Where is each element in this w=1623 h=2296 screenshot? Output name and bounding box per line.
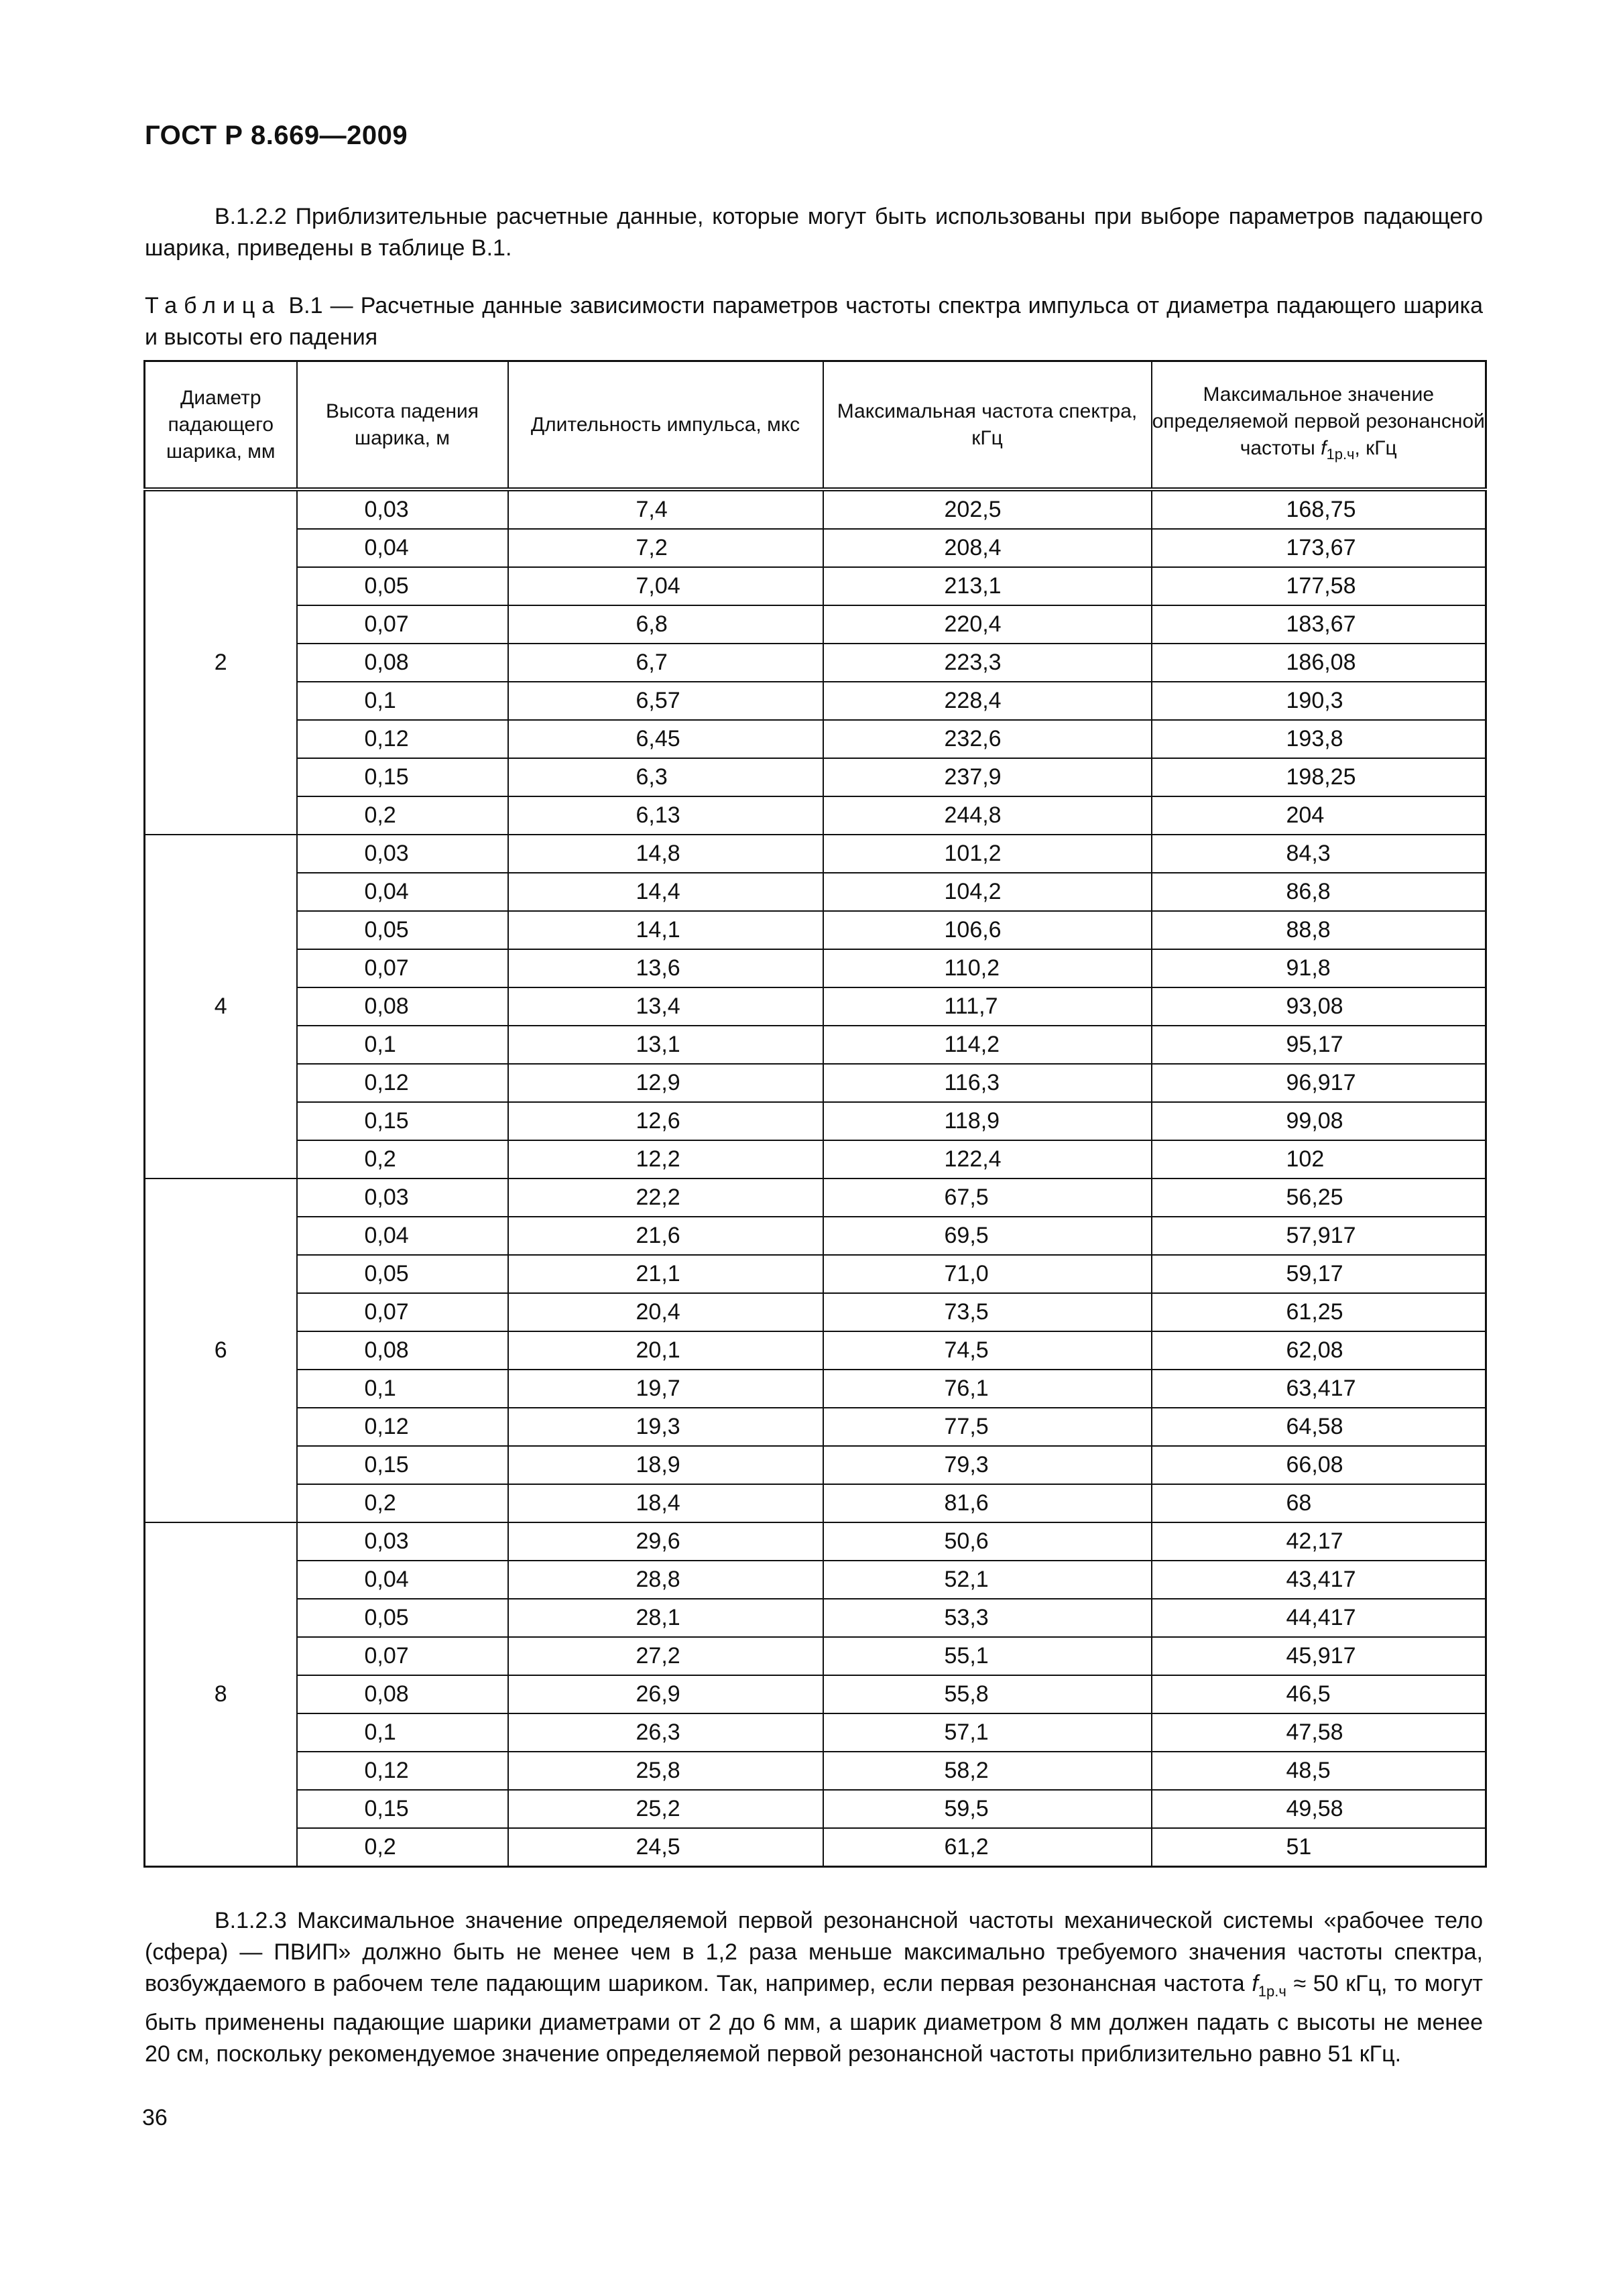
table-cell: 0,05	[297, 567, 508, 605]
table-cell: 114,2	[823, 1026, 1152, 1064]
table-cell: 25,2	[508, 1790, 823, 1828]
table-cell: 77,5	[823, 1408, 1152, 1446]
table-cell: 168,75	[1152, 489, 1486, 529]
table-cell: 0,12	[297, 1408, 508, 1446]
table-cell: 0,05	[297, 911, 508, 949]
table-row	[145, 1408, 1486, 1446]
table-cell: 76,1	[823, 1370, 1152, 1408]
table-cell: 55,1	[823, 1637, 1152, 1675]
table-cell: 22,2	[508, 1179, 823, 1217]
table-row	[145, 1713, 1486, 1752]
table-cell: 6,57	[508, 682, 823, 720]
table-row	[145, 1064, 1486, 1102]
table-cell: 91,8	[1152, 949, 1486, 987]
table-cell: 42,17	[1152, 1522, 1486, 1561]
table-cell: 63,417	[1152, 1370, 1486, 1408]
table-cell: 25,8	[508, 1752, 823, 1790]
table-cell: 0,08	[297, 1331, 508, 1370]
table-row	[145, 796, 1486, 835]
data-table	[143, 360, 1487, 1868]
table-cell: 19,7	[508, 1370, 823, 1408]
table-cell: 6,3	[508, 758, 823, 796]
table-row	[145, 1179, 1486, 1217]
table-row	[145, 1026, 1486, 1064]
table-cell: 198,25	[1152, 758, 1486, 796]
table-cell: 0,15	[297, 1102, 508, 1140]
table-cell: 111,7	[823, 987, 1152, 1026]
table-cell: 0,03	[297, 489, 508, 529]
table-cell: 26,3	[508, 1713, 823, 1752]
table-cell: 0,15	[297, 1446, 508, 1484]
table-cell: 12,6	[508, 1102, 823, 1140]
table-cell: 59,5	[823, 1790, 1152, 1828]
table-caption-number: В.1	[288, 293, 323, 318]
table-cell: 58,2	[823, 1752, 1152, 1790]
table-row	[145, 720, 1486, 758]
table-cell: 28,8	[508, 1561, 823, 1599]
table-cell: 52,1	[823, 1561, 1152, 1599]
table-cell: 51	[1152, 1828, 1486, 1867]
table-cell: 0,12	[297, 1064, 508, 1102]
table-cell: 71,0	[823, 1255, 1152, 1293]
header-height: Высота падения шарика, м	[297, 361, 508, 490]
table-cell: 18,9	[508, 1446, 823, 1484]
table-cell: 67,5	[823, 1179, 1152, 1217]
table-cell: 228,4	[823, 682, 1152, 720]
header-max-freq: Максимальная частота спектра, кГц	[823, 361, 1152, 490]
table-row	[145, 987, 1486, 1026]
table-container	[143, 360, 1485, 1868]
table-cell: 202,5	[823, 489, 1152, 529]
table-row	[145, 529, 1486, 567]
table-cell: 244,8	[823, 796, 1152, 835]
table-cell: 55,8	[823, 1675, 1152, 1713]
table-cell: 0,04	[297, 873, 508, 911]
table-cell: 50,6	[823, 1522, 1152, 1561]
table-cell: 208,4	[823, 529, 1152, 567]
table-cell: 0,07	[297, 1293, 508, 1331]
table-cell: 6,8	[508, 605, 823, 644]
table-row	[145, 949, 1486, 987]
table-cell: 61,2	[823, 1828, 1152, 1867]
table-row	[145, 835, 1486, 873]
table-cell: 96,917	[1152, 1064, 1486, 1102]
table-cell: 79,3	[823, 1446, 1152, 1484]
table-cell: 0,05	[297, 1599, 508, 1637]
table-cell: 204	[1152, 796, 1486, 835]
table-row	[145, 1675, 1486, 1713]
table-cell: 57,917	[1152, 1217, 1486, 1255]
table-cell: 24,5	[508, 1828, 823, 1867]
table-cell: 0,07	[297, 949, 508, 987]
table-cell: 0,05	[297, 1255, 508, 1293]
table-cell: 53,3	[823, 1599, 1152, 1637]
table-cell: 21,6	[508, 1217, 823, 1255]
table-row	[145, 1370, 1486, 1408]
table-cell: 0,2	[297, 1140, 508, 1179]
page-number: 36	[142, 2105, 168, 2130]
table-cell: 232,6	[823, 720, 1152, 758]
table-cell: 0,1	[297, 682, 508, 720]
table-cell: 0,07	[297, 605, 508, 644]
table-cell: 13,4	[508, 987, 823, 1026]
table-cell: 59,17	[1152, 1255, 1486, 1293]
table-cell: 116,3	[823, 1064, 1152, 1102]
table-cell: 45,917	[1152, 1637, 1486, 1675]
table-cell: 0,2	[297, 1828, 508, 1867]
header-duration: Длительность импульса, мкс	[508, 361, 823, 490]
table-row	[145, 1255, 1486, 1293]
table-body	[145, 489, 1486, 1867]
table-cell: 7,2	[508, 529, 823, 567]
table-cell: 0,03	[297, 1522, 508, 1561]
table-row	[145, 567, 1486, 605]
table-cell: 0,04	[297, 1561, 508, 1599]
document-header: ГОСТ Р 8.669—2009	[145, 121, 408, 150]
table-cell: 14,1	[508, 911, 823, 949]
cell-diameter: 4	[145, 835, 297, 1179]
intro-paragraph	[145, 201, 1483, 264]
table-row	[145, 1790, 1486, 1828]
table-cell: 13,1	[508, 1026, 823, 1064]
table-cell: 69,5	[823, 1217, 1152, 1255]
table-cell: 81,6	[823, 1484, 1152, 1522]
table-cell: 6,13	[508, 796, 823, 835]
table-cell: 104,2	[823, 873, 1152, 911]
table-cell: 48,5	[1152, 1752, 1486, 1790]
table-cell: 99,08	[1152, 1102, 1486, 1140]
table-row	[145, 1522, 1486, 1561]
table-row	[145, 1217, 1486, 1255]
table-cell: 62,08	[1152, 1331, 1486, 1370]
table-row	[145, 1293, 1486, 1331]
table-cell: 7,04	[508, 567, 823, 605]
table-cell: 64,58	[1152, 1408, 1486, 1446]
table-cell: 0,08	[297, 1675, 508, 1713]
table-cell: 0,1	[297, 1713, 508, 1752]
table-cell: 0,2	[297, 796, 508, 835]
table-cell: 12,9	[508, 1064, 823, 1102]
table-row	[145, 1484, 1486, 1522]
table-row	[145, 1637, 1486, 1675]
table-cell: 29,6	[508, 1522, 823, 1561]
table-cell: 0,15	[297, 758, 508, 796]
table-cell: 68	[1152, 1484, 1486, 1522]
table-cell: 177,58	[1152, 567, 1486, 605]
table-cell: 86,8	[1152, 873, 1486, 911]
table-cell: 44,417	[1152, 1599, 1486, 1637]
table-cell: 0,1	[297, 1026, 508, 1064]
table-cell: 19,3	[508, 1408, 823, 1446]
table-row	[145, 873, 1486, 911]
cell-diameter: 8	[145, 1522, 297, 1867]
table-cell: 106,6	[823, 911, 1152, 949]
header-diameter: Диаметр падающего шарика, мм	[145, 361, 297, 490]
table-cell: 95,17	[1152, 1026, 1486, 1064]
table-cell: 101,2	[823, 835, 1152, 873]
table-cell: 0,04	[297, 529, 508, 567]
table-cell: 0,04	[297, 1217, 508, 1255]
table-cell: 27,2	[508, 1637, 823, 1675]
table-row	[145, 1331, 1486, 1370]
table-cell: 74,5	[823, 1331, 1152, 1370]
table-cell: 190,3	[1152, 682, 1486, 720]
intro-text: В.1.2.2 Приблизительные расчетные данные, которые могут быть использованы при выборе параметров падающего шарика, приведены в таблице В.1.	[145, 204, 1483, 261]
table-cell: 110,2	[823, 949, 1152, 987]
table-cell: 186,08	[1152, 644, 1486, 682]
table-cell: 0,08	[297, 644, 508, 682]
table-cell: 0,12	[297, 720, 508, 758]
closing-paragraph: В.1.2.3 Максимальное значение определяемой первой резонансной частоты механической системы «рабочее тело (сфера) — ПВИП» должно быть не менее чем в 1,2 раза меньше максимально требуемого значения частоты спектра, возбуждаемого в рабочем теле падающим шариком. Так, например, если первая резонансная частота $f_{1р.ч} \approx 50$ кГц, то могут быть применены падающие шарики диаметрами от 2 до 6 мм, а шарик диаметром 8 мм должен падать с высоты не менее 20 см, поскольку рекомендуемое значение определяемой первой резонансной частоты приблизительно равно 51 кГц.	[145, 1908, 1483, 2067]
table-cell: 0,07	[297, 1637, 508, 1675]
table-cell: 26,9	[508, 1675, 823, 1713]
table-cell: 12,2	[508, 1140, 823, 1179]
table-caption-label: Таблица	[145, 293, 282, 318]
cell-diameter: 6	[145, 1179, 297, 1522]
table-row	[145, 1561, 1486, 1599]
table-row	[145, 1599, 1486, 1637]
table-cell: 49,58	[1152, 1790, 1486, 1828]
table-row	[145, 1752, 1486, 1790]
table-cell: 18,4	[508, 1484, 823, 1522]
table-cell: 0,15	[297, 1790, 508, 1828]
table-cell: 43,417	[1152, 1561, 1486, 1599]
table-cell: 56,25	[1152, 1179, 1486, 1217]
table-cell: 0,12	[297, 1752, 508, 1790]
table-cell: 73,5	[823, 1293, 1152, 1331]
table-cell: 6,45	[508, 720, 823, 758]
table-cell: 47,58	[1152, 1713, 1486, 1752]
table-cell: 0,03	[297, 835, 508, 873]
table-row	[145, 911, 1486, 949]
table-cell: 20,4	[508, 1293, 823, 1331]
table-cell: 0,1	[297, 1370, 508, 1408]
table-cell: 173,67	[1152, 529, 1486, 567]
table-row	[145, 1828, 1486, 1867]
table-header-row	[145, 361, 1486, 490]
table-caption	[145, 290, 1483, 353]
table-cell: 57,1	[823, 1713, 1152, 1752]
table-cell: 88,8	[1152, 911, 1486, 949]
table-row	[145, 1446, 1486, 1484]
table-cell: 118,9	[823, 1102, 1152, 1140]
table-row	[145, 1140, 1486, 1179]
table-cell: 102	[1152, 1140, 1486, 1179]
table-cell: 0,08	[297, 987, 508, 1026]
cell-diameter: 2	[145, 489, 297, 835]
table-cell: 61,25	[1152, 1293, 1486, 1331]
table-cell: 220,4	[823, 605, 1152, 644]
table-cell: 193,8	[1152, 720, 1486, 758]
table-cell: 7,4	[508, 489, 823, 529]
frequency-symbol: f	[1252, 1971, 1258, 1996]
table-row	[145, 682, 1486, 720]
table-cell: 237,9	[823, 758, 1152, 796]
table-cell: 93,08	[1152, 987, 1486, 1026]
table-cell: 223,3	[823, 644, 1152, 682]
table-cell: 0,2	[297, 1484, 508, 1522]
table-cell: 84,3	[1152, 835, 1486, 873]
table-row	[145, 489, 1486, 529]
table-cell: 13,6	[508, 949, 823, 987]
table-cell: 21,1	[508, 1255, 823, 1293]
header-resonance: Максимальное значение определяемой первой резонансной частоты $f_{1р.ч}$, кГц	[1152, 361, 1486, 490]
table-caption-text: — Расчетные данные зависимости параметров частоты спектра импульса от диаметра падающего шарика и высоты его падения	[145, 293, 1483, 350]
table-cell: 213,1	[823, 567, 1152, 605]
table-cell: 28,1	[508, 1599, 823, 1637]
table-cell: 0,03	[297, 1179, 508, 1217]
table-cell: 6,7	[508, 644, 823, 682]
table-cell: 183,67	[1152, 605, 1486, 644]
table-row	[145, 644, 1486, 682]
table-cell: 20,1	[508, 1331, 823, 1370]
table-cell: 14,8	[508, 835, 823, 873]
table-row	[145, 605, 1486, 644]
table-row	[145, 1102, 1486, 1140]
table-cell: 122,4	[823, 1140, 1152, 1179]
table-cell: 66,08	[1152, 1446, 1486, 1484]
table-cell: 14,4	[508, 873, 823, 911]
table-cell: 46,5	[1152, 1675, 1486, 1713]
table-row	[145, 758, 1486, 796]
